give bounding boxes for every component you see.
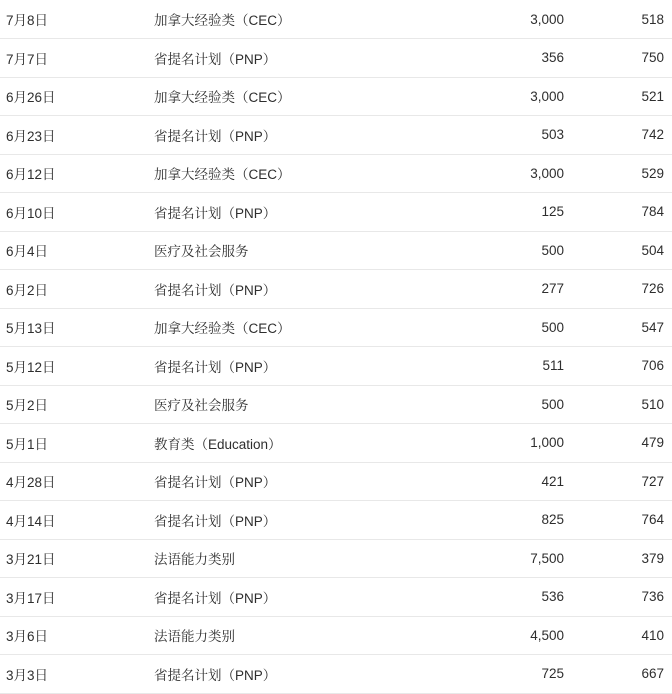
row-date: 6月10日 (0, 193, 154, 232)
row-program: 医疗及社会服务 (154, 231, 454, 270)
row-program: 加拿大经验类（CEC） (154, 0, 454, 39)
row-date: 5月2日 (0, 385, 154, 424)
row-invites: 725 (454, 655, 568, 694)
row-invites: 3,000 (454, 0, 568, 39)
row-date: 5月1日 (0, 424, 154, 463)
row-score: 727 (568, 462, 672, 501)
row-score: 410 (568, 616, 672, 655)
row-invites: 511 (454, 347, 568, 386)
table-row (0, 616, 672, 655)
row-score: 379 (568, 539, 672, 578)
table-row (0, 270, 672, 309)
table-row (0, 655, 672, 694)
table-row (0, 385, 672, 424)
row-program: 省提名计划（PNP） (154, 347, 454, 386)
row-date: 5月13日 (0, 308, 154, 347)
row-date: 4月28日 (0, 462, 154, 501)
row-date: 6月4日 (0, 231, 154, 270)
row-program: 医疗及社会服务 (154, 385, 454, 424)
row-program: 省提名计划（PNP） (154, 193, 454, 232)
row-date: 5月12日 (0, 347, 154, 386)
row-program: 省提名计划（PNP） (154, 655, 454, 694)
row-score: 726 (568, 270, 672, 309)
row-program: 加拿大经验类（CEC） (154, 308, 454, 347)
row-date: 3月21日 (0, 539, 154, 578)
row-score: 706 (568, 347, 672, 386)
row-date: 7月7日 (0, 39, 154, 78)
row-program: 省提名计划（PNP） (154, 578, 454, 617)
row-score: 521 (568, 77, 672, 116)
row-program: 省提名计划（PNP） (154, 270, 454, 309)
table-row (0, 462, 672, 501)
table-row (0, 347, 672, 386)
row-invites: 7,500 (454, 539, 568, 578)
row-invites: 500 (454, 308, 568, 347)
row-score: 518 (568, 0, 672, 39)
row-date: 3月17日 (0, 578, 154, 617)
row-invites: 500 (454, 231, 568, 270)
row-score: 764 (568, 501, 672, 540)
row-score: 479 (568, 424, 672, 463)
row-date: 4月14日 (0, 501, 154, 540)
row-program: 加拿大经验类（CEC） (154, 154, 454, 193)
table-row (0, 0, 672, 39)
row-invites: 503 (454, 116, 568, 155)
row-invites: 500 (454, 385, 568, 424)
table-row (0, 77, 672, 116)
row-program: 省提名计划（PNP） (154, 39, 454, 78)
table-row (0, 308, 672, 347)
row-score: 742 (568, 116, 672, 155)
row-score: 750 (568, 39, 672, 78)
row-invites: 356 (454, 39, 568, 78)
row-invites: 421 (454, 462, 568, 501)
row-date: 3月3日 (0, 655, 154, 694)
table-row (0, 424, 672, 463)
row-invites: 1,000 (454, 424, 568, 463)
row-date: 6月26日 (0, 77, 154, 116)
row-date: 6月23日 (0, 116, 154, 155)
row-score: 667 (568, 655, 672, 694)
row-invites: 3,000 (454, 154, 568, 193)
table-row (0, 578, 672, 617)
row-program: 教育类（Education） (154, 424, 454, 463)
row-program: 省提名计划（PNP） (154, 462, 454, 501)
row-invites: 536 (454, 578, 568, 617)
row-invites: 277 (454, 270, 568, 309)
row-date: 6月12日 (0, 154, 154, 193)
row-invites: 825 (454, 501, 568, 540)
row-date: 3月6日 (0, 616, 154, 655)
row-program: 省提名计划（PNP） (154, 501, 454, 540)
table-row (0, 539, 672, 578)
row-date: 7月8日 (0, 0, 154, 39)
row-invites: 4,500 (454, 616, 568, 655)
row-invites: 3,000 (454, 77, 568, 116)
table-row (0, 193, 672, 232)
table-row (0, 231, 672, 270)
row-program: 法语能力类别 (154, 539, 454, 578)
row-score: 547 (568, 308, 672, 347)
row-score: 510 (568, 385, 672, 424)
row-score: 736 (568, 578, 672, 617)
row-score: 784 (568, 193, 672, 232)
table-row (0, 39, 672, 78)
row-date: 6月2日 (0, 270, 154, 309)
row-score: 504 (568, 231, 672, 270)
row-program: 省提名计划（PNP） (154, 116, 454, 155)
table-row (0, 154, 672, 193)
row-program: 加拿大经验类（CEC） (154, 77, 454, 116)
row-invites: 125 (454, 193, 568, 232)
row-score: 529 (568, 154, 672, 193)
row-program: 法语能力类别 (154, 616, 454, 655)
table-row (0, 116, 672, 155)
table-row (0, 501, 672, 540)
